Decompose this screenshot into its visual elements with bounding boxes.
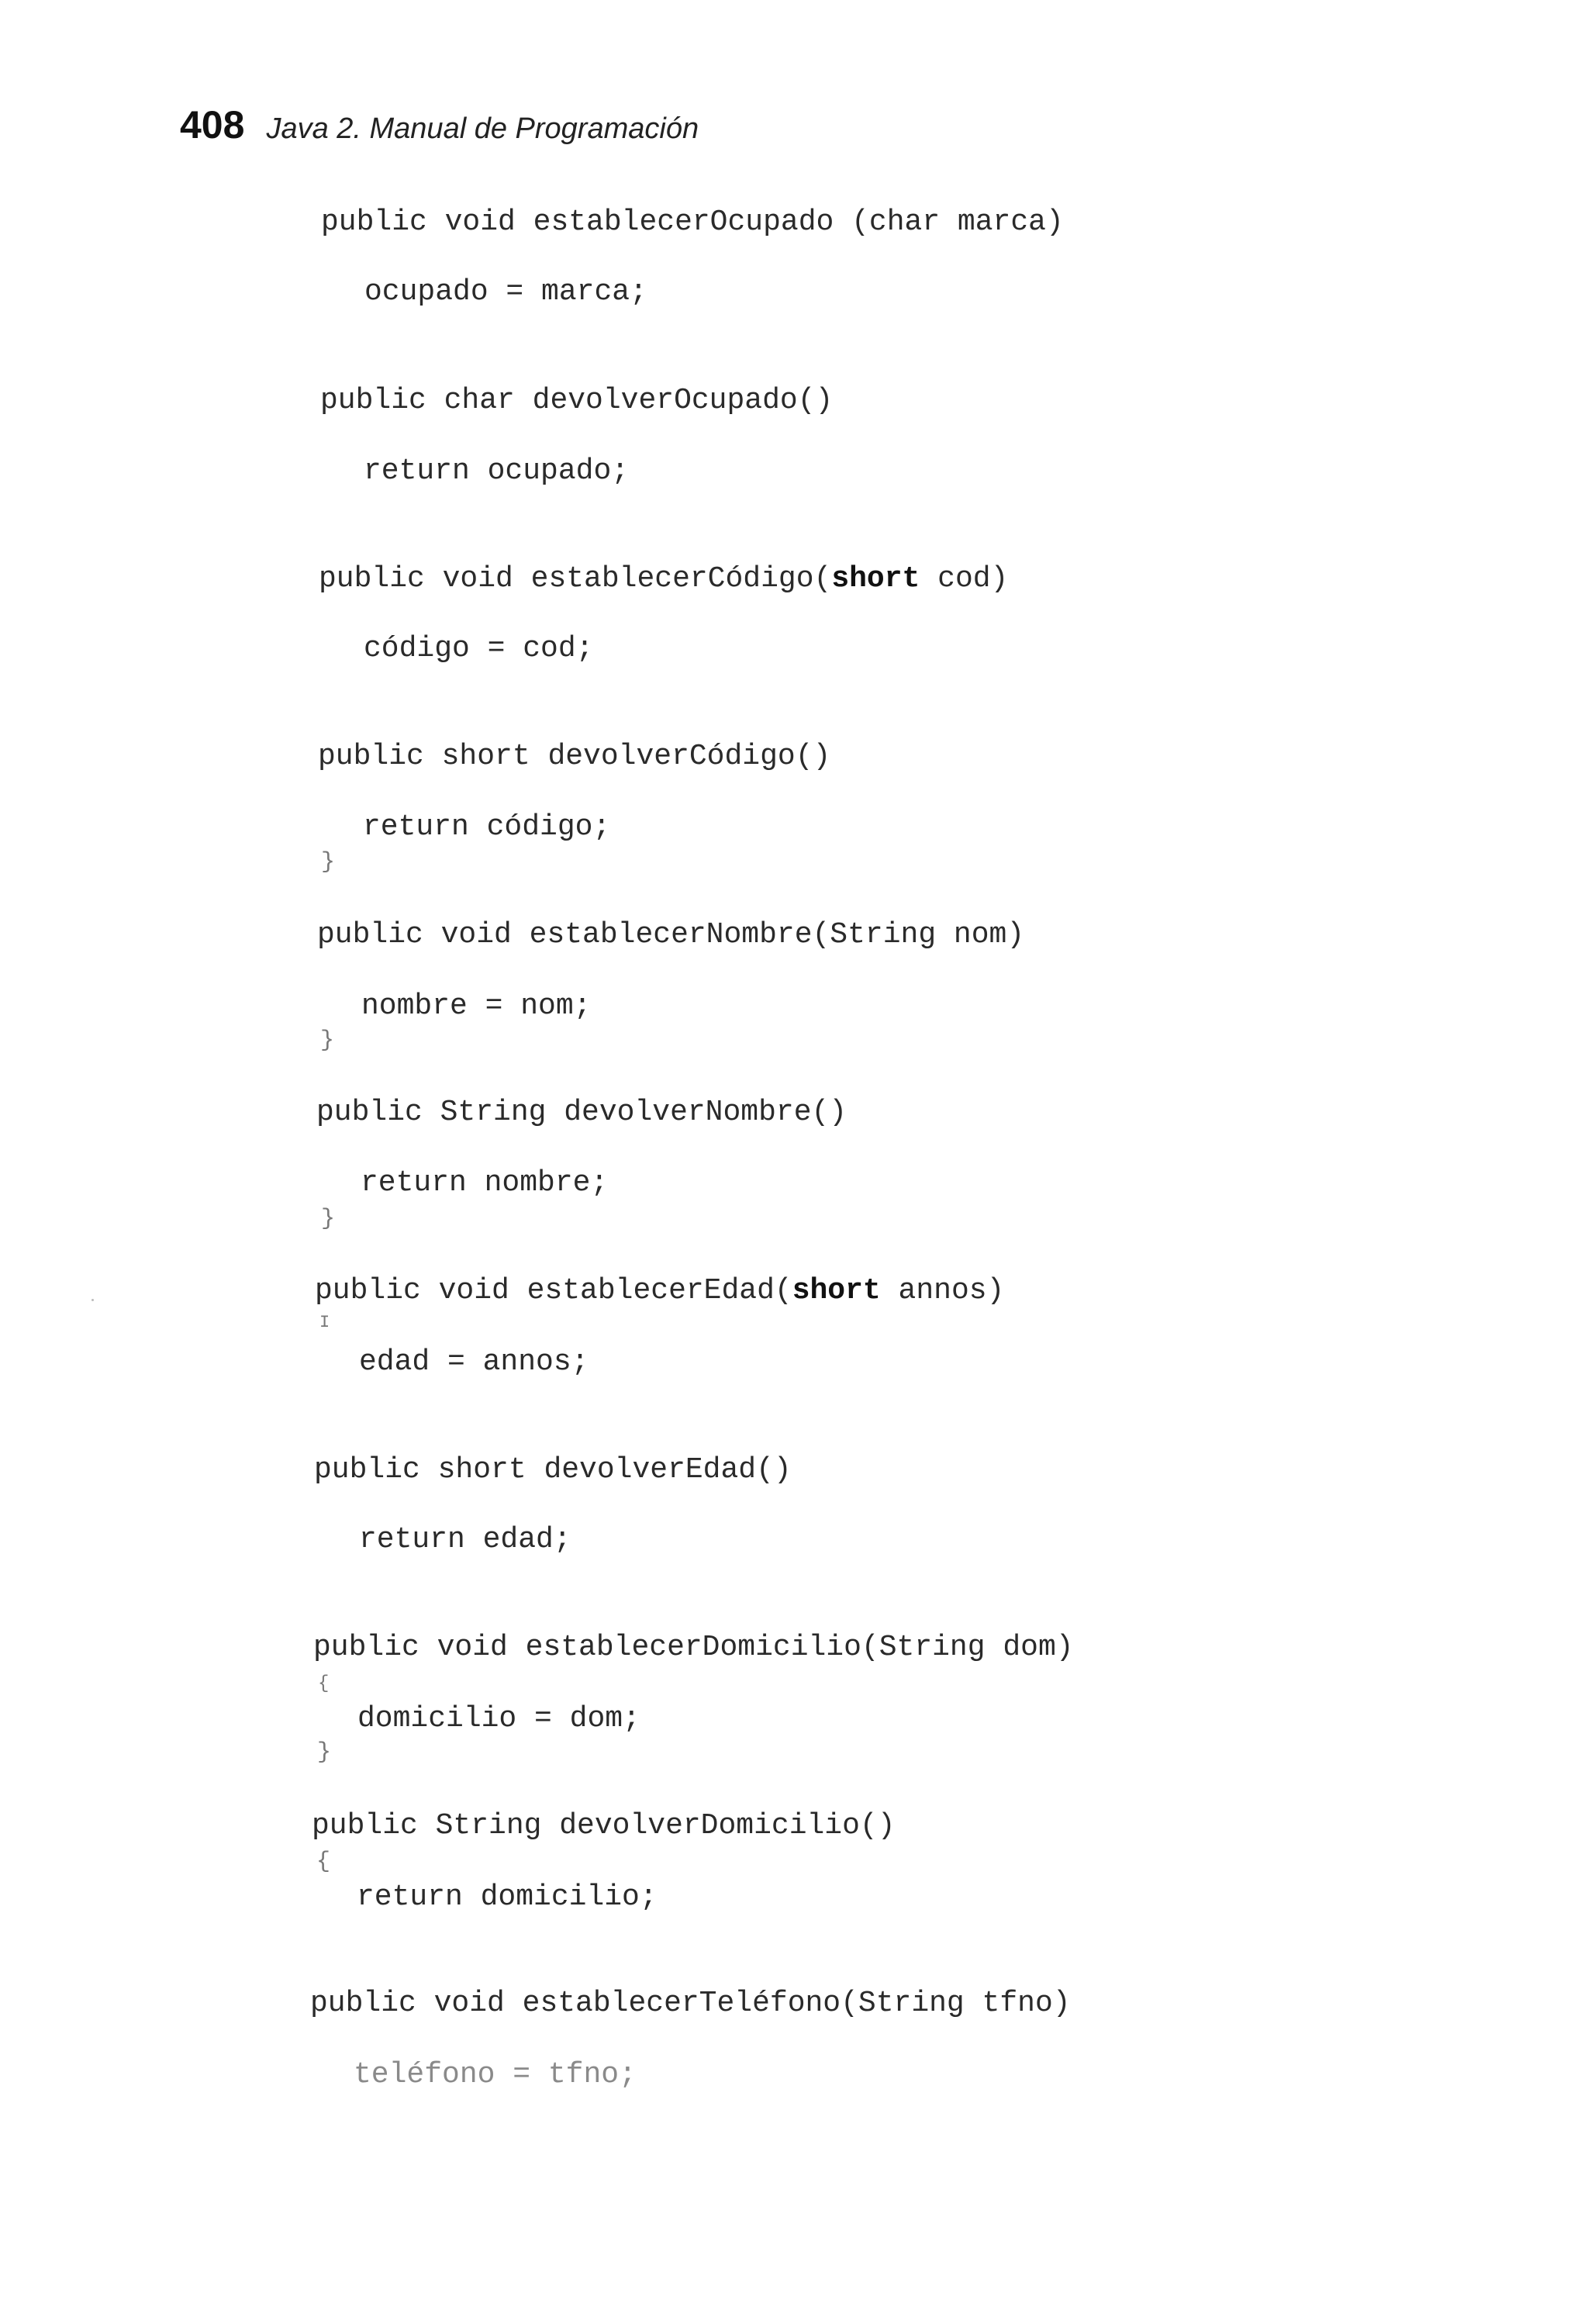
- code-line: return edad;: [359, 1523, 571, 1556]
- code-line: [319, 562, 1009, 596]
- code-line: public void establecerOcupado (char marca): [321, 205, 1064, 239]
- opening-brace: {: [318, 1673, 330, 1694]
- closing-brace: }: [321, 849, 336, 875]
- page-header: [180, 102, 699, 147]
- code-line: public short devolverEdad(): [314, 1453, 792, 1487]
- keyword-short: short: [831, 562, 920, 596]
- code-line: teléfono = tfno;: [354, 2058, 637, 2091]
- code-line: domicilio = dom;: [357, 1702, 640, 1735]
- code-line: return ocupado;: [364, 454, 630, 488]
- closing-brace: }: [321, 1206, 336, 1232]
- opening-brace: I: [319, 1313, 330, 1332]
- code-line: public String devolverNombre(): [316, 1096, 848, 1129]
- keyword-short: short: [792, 1274, 881, 1307]
- code-line: edad = annos;: [359, 1345, 589, 1379]
- opening-brace: {: [316, 1849, 331, 1875]
- code-line: nombre = nom;: [361, 989, 592, 1023]
- closing-brace: }: [320, 1027, 335, 1054]
- code-line: código = cod;: [364, 632, 594, 665]
- code-line: public short devolverCódigo(): [318, 740, 831, 773]
- code-text: cod): [920, 562, 1009, 596]
- code-line: public void establecerTeléfono(String tfno): [310, 1987, 1071, 2020]
- page-number: 408: [180, 103, 245, 147]
- scan-speck: [91, 1299, 94, 1301]
- code-line: public void establecerNombre(String nom): [317, 918, 1025, 951]
- closing-brace: }: [317, 1739, 332, 1766]
- code-line: public void establecerDomicilio(String dom): [313, 1631, 1074, 1664]
- code-line: public char devolverOcupado(): [320, 384, 834, 417]
- code-text: public void establecerCódigo(: [319, 562, 832, 596]
- book-title: Java 2. Manual de Programación: [266, 112, 699, 145]
- code-line: return domicilio;: [357, 1880, 658, 1914]
- code-line: public String devolverDomicilio(): [312, 1809, 896, 1842]
- code-line: [315, 1276, 1004, 1306]
- code-text: annos): [880, 1274, 1005, 1307]
- code-line: return código;: [363, 810, 611, 844]
- code-line: return nombre;: [361, 1166, 609, 1200]
- code-text: public void establecerEdad(: [315, 1274, 792, 1307]
- code-line: ocupado = marca;: [364, 275, 647, 309]
